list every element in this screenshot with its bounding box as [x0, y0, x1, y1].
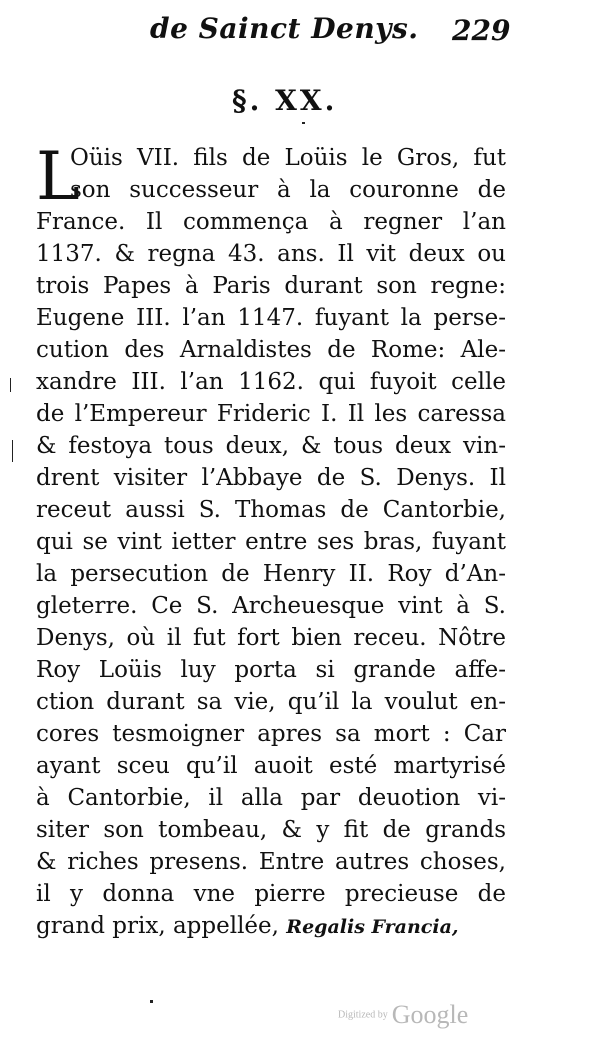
text-line-last-plain: grand prix, appellée,: [36, 913, 279, 939]
text-line: qui se vint ietter entre ses bras, fuyant: [36, 529, 506, 555]
text-line: siter son tombeau, & y fit de grands: [36, 817, 506, 843]
digitized-watermark: [338, 1000, 468, 1030]
italic-phrase: Regalis Francia,: [286, 916, 459, 938]
text-line: ayant sceu qu’il auoit esté martyrisé: [36, 753, 506, 779]
text-line: xandre III. l’an 1162. qui fuyoit celle: [36, 369, 506, 395]
text-line: & festoya tous deux, & tous deux vin-: [36, 433, 506, 459]
text-line: Eugene III. l’an 1147. fuyant la perse-: [36, 305, 506, 331]
text-line: Oüis VII. fils de Loüis le Gros, fut: [70, 145, 506, 171]
scan-speck: [302, 122, 305, 124]
watermark-brand: Google: [391, 1000, 469, 1029]
scan-speck: [10, 378, 11, 392]
text-line: ction durant sa vie, qu’il la voulut en-: [36, 689, 506, 715]
text-line: cution des Arnaldistes de Rome: Ale-: [36, 337, 506, 363]
section-title: §. XX.: [232, 84, 338, 117]
scan-speck: [12, 440, 13, 462]
text-line: son successeur à la couronne de: [70, 177, 506, 203]
text-line: la persecution de Henry II. Roy d’An-: [36, 561, 506, 587]
text-line: Roy Loüis luy porta si grande affe-: [36, 657, 506, 683]
text-line: drent visiter l’Abbaye de S. Denys. Il: [36, 465, 506, 491]
text-line: il y donna vne pierre precieuse de: [36, 881, 506, 907]
text-line: & riches presens. Entre autres choses,: [36, 849, 506, 875]
text-line: à Cantorbie, il alla par deuotion vi-: [36, 785, 506, 811]
text-line: de l’Empereur Frideric I. Il les caressa: [36, 401, 506, 427]
text-line-last: [36, 910, 506, 942]
running-head: de Sainct Denys.: [150, 12, 419, 45]
text-line: cores tesmoigner apres sa mort : Car: [36, 721, 506, 747]
text-line: trois Papes à Paris durant son regne:: [36, 273, 506, 299]
text-line: receut aussi S. Thomas de Cantorbie,: [36, 497, 506, 523]
page-number: 229: [452, 14, 511, 47]
text-line: Denys, où il fut fort bien receu. Nôtre: [36, 625, 506, 651]
watermark-prefix: Digitized by: [338, 1009, 388, 1021]
drop-cap: L: [36, 138, 80, 215]
text-line: 1137. & regna 43. ans. Il vit deux ou: [36, 241, 506, 267]
body-text: [36, 138, 506, 942]
text-line: France. Il commença à regner l’an: [36, 209, 506, 235]
text-line: gleterre. Ce S. Archeuesque vint à S.: [36, 593, 506, 619]
scan-speck: [150, 1000, 153, 1003]
